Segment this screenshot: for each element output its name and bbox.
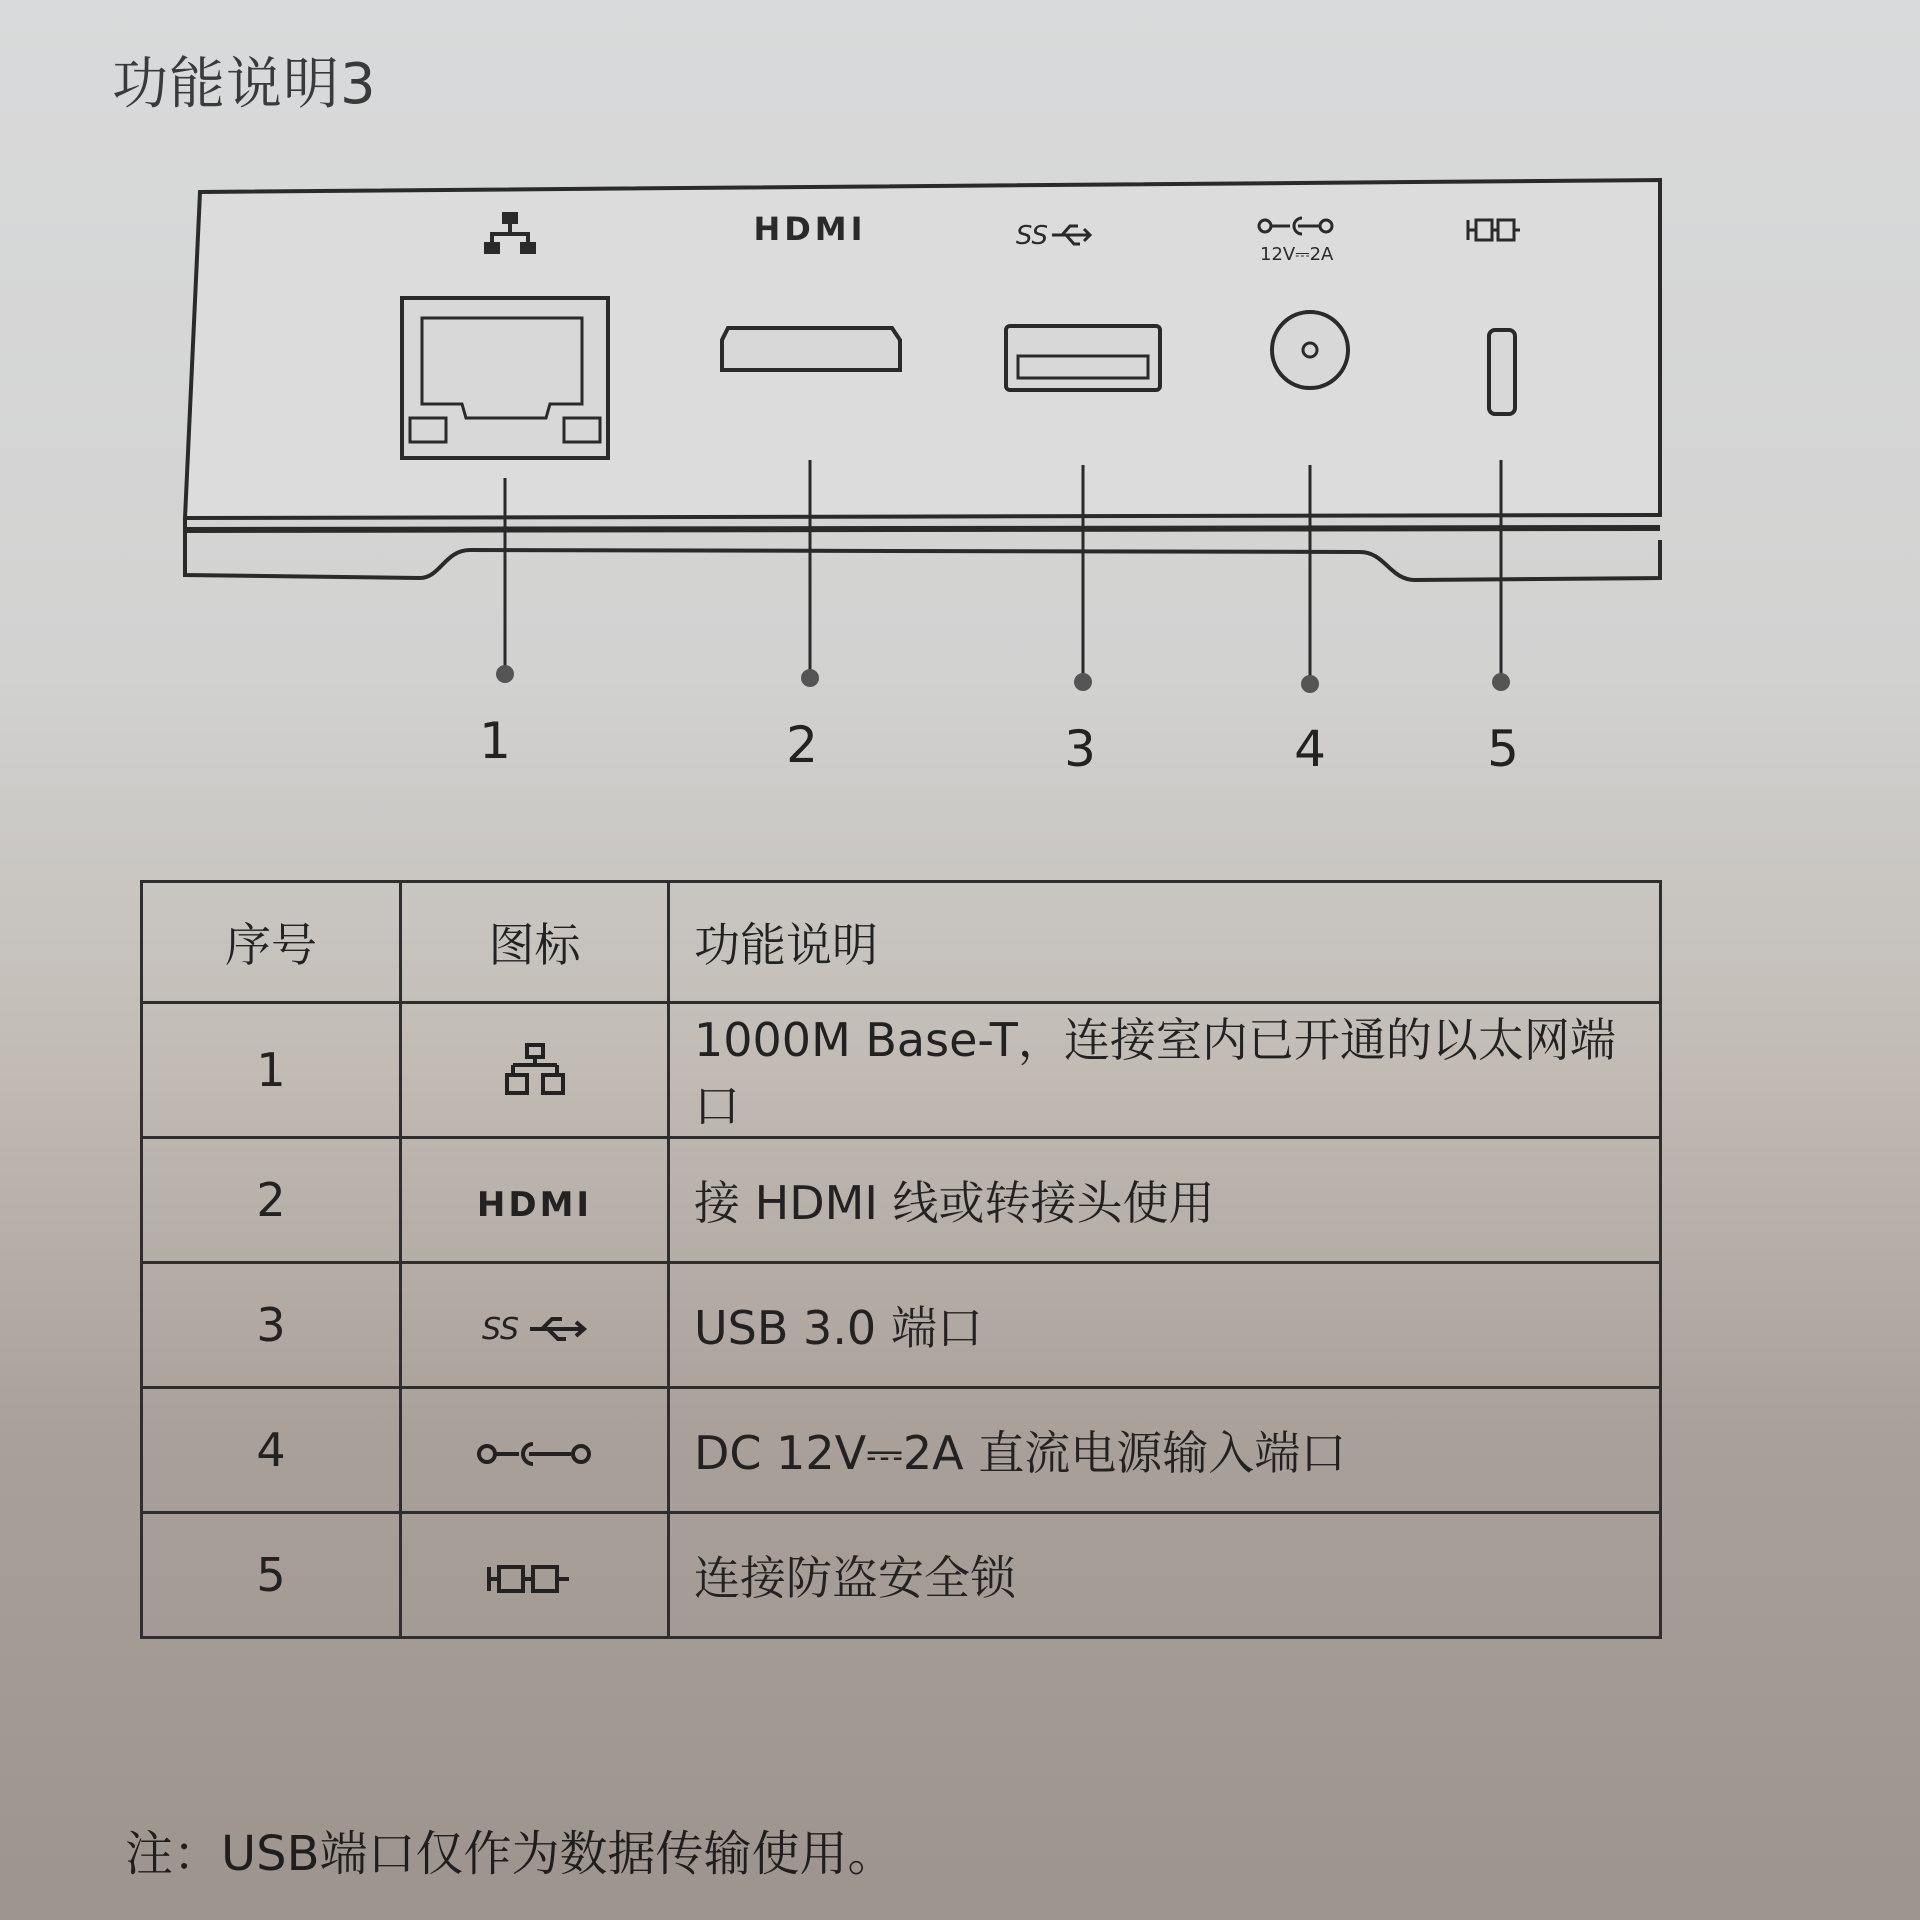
header-number: 序号 [142, 882, 401, 1003]
row-description: USB 3.0 端口 [669, 1263, 1661, 1388]
callout-3: 3 [1064, 720, 1096, 778]
row-description: 1000M Base-T，连接室内已开通的以太网端口 [669, 1003, 1661, 1138]
ethernet-port [402, 298, 608, 458]
row-icon-cell [401, 1138, 669, 1263]
table-header-row [142, 882, 1661, 1003]
dc-power-port [1272, 312, 1348, 388]
table-row [142, 1003, 1661, 1138]
callout-4: 4 [1294, 720, 1326, 778]
row-number: 2 [142, 1138, 401, 1263]
header-description: 功能说明 [669, 882, 1661, 1003]
page-title: 功能说明3 [112, 52, 377, 117]
dc-power-icon [475, 1434, 595, 1474]
security-lock-slot [1489, 330, 1515, 414]
header-icon: 图标 [401, 882, 669, 1003]
hdmi-logo: HDMI [476, 1185, 593, 1225]
row-icon-cell [401, 1513, 669, 1638]
row-icon-cell [401, 1388, 669, 1513]
device-rear-panel-diagram [170, 160, 1670, 800]
callout-5: 5 [1487, 720, 1519, 778]
row-description: 连接防盗安全锁 [669, 1513, 1661, 1638]
device-diagram-svg [170, 160, 1670, 800]
table-row [142, 1138, 1661, 1263]
row-icon-cell [401, 1263, 669, 1388]
callout-1: 1 [479, 712, 511, 770]
row-description: 接 HDMI 线或转接头使用 [669, 1138, 1661, 1263]
row-number: 5 [142, 1513, 401, 1638]
usb-usage-note: 注：USB端口仅作为数据传输使用。 [125, 1826, 896, 1882]
row-number: 1 [142, 1003, 401, 1138]
row-description: DC 12V⎓2A 直流电源输入端口 [669, 1388, 1661, 1513]
usb-ss-label: SS [481, 1311, 519, 1347]
device-base-line [185, 528, 1660, 530]
row-number: 3 [142, 1263, 401, 1388]
security-lock-icon [485, 1559, 585, 1599]
dc-rating-label: 12V⎓2A [1260, 244, 1334, 265]
usb-ss-icon [480, 1307, 590, 1351]
table-row [142, 1388, 1661, 1513]
callout-2: 2 [786, 716, 818, 774]
usb-port [1006, 326, 1160, 390]
ethernet-icon [505, 1043, 565, 1099]
table-row [142, 1513, 1661, 1638]
row-icon-cell [401, 1003, 669, 1138]
callout-dots [496, 665, 1510, 693]
hdmi-logo: HDMI [753, 210, 867, 248]
row-number: 4 [142, 1388, 401, 1513]
hdmi-port [722, 328, 900, 370]
usb-ss-label: SS [1015, 221, 1048, 251]
function-table [140, 880, 1662, 1639]
table-row [142, 1263, 1661, 1388]
